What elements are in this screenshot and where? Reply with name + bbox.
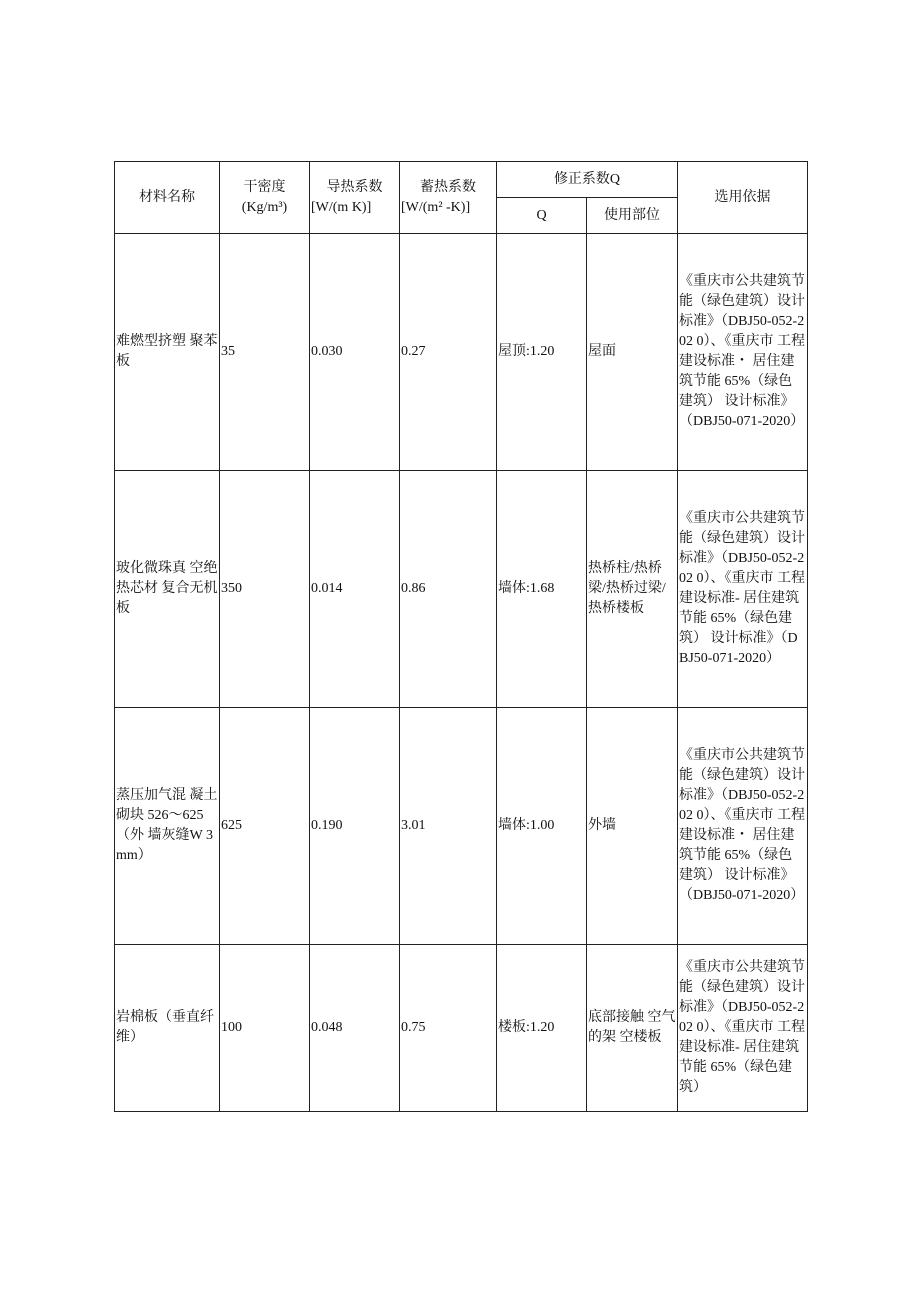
cell-storage: 3.01 — [400, 708, 497, 945]
table-row — [115, 234, 808, 471]
header-storage-unit: [W/(m² -K)] — [401, 199, 471, 215]
table-row — [115, 708, 808, 945]
cell-conductivity: 0.030 — [310, 234, 400, 471]
cell-name: 蒸压加气混 凝土砌块 526～625（外 墙灰缝W 3mm） — [115, 708, 220, 945]
cell-part: 热桥柱/热桥梁/热桥过梁/热桥楼板 — [587, 471, 678, 708]
cell-conductivity: 0.014 — [310, 471, 400, 708]
cell-conductivity: 0.190 — [310, 708, 400, 945]
header-storage — [400, 162, 497, 234]
header-conductivity-unit: [W/(m K)] — [311, 199, 372, 215]
cell-storage: 0.27 — [400, 234, 497, 471]
cell-q: 墙体:1.68 — [497, 471, 587, 708]
cell-name: 玻化微珠真 空绝热芯材 复合无机板 — [115, 471, 220, 708]
cell-part: 外墙 — [587, 708, 678, 945]
header-correction-q: Q — [497, 198, 587, 234]
cell-basis: 《重庆市公共建筑节能（绿色建筑）设计标准》（DBJ50-052-202 0）、《重庆市 工程建设标准- 居住建筑节能 65%（绿色建筑） — [678, 945, 808, 1112]
header-storage-label: 蓄热系数 — [420, 179, 476, 195]
table-row — [115, 471, 808, 708]
table-row — [115, 945, 808, 1112]
header-density — [220, 162, 310, 234]
header-density-label: 干密度 — [243, 179, 286, 195]
cell-conductivity: 0.048 — [310, 945, 400, 1112]
cell-q: 墙体:1.00 — [497, 708, 587, 945]
cell-storage: 0.86 — [400, 471, 497, 708]
cell-part: 屋面 — [587, 234, 678, 471]
cell-density: 100 — [220, 945, 310, 1112]
cell-storage: 0.75 — [400, 945, 497, 1112]
materials-table — [114, 161, 808, 1112]
cell-part: 底部接触 空气的架 空楼板 — [587, 945, 678, 1112]
cell-density: 350 — [220, 471, 310, 708]
header-basis: 选用依据 — [678, 162, 808, 234]
cell-basis: 《重庆市公共建筑节能（绿色建筑）设计标准》（DBJ50-052-202 0）、《重庆市 工程建设标准・ 居住建筑节能 65%（绿色建筑） 设计标准》（DBJ50-071-2020） — [678, 708, 808, 945]
cell-name: 岩棉板（垂直纤维） — [115, 945, 220, 1112]
header-density-unit: (Kg/m³) — [241, 199, 288, 215]
cell-q: 楼板:1.20 — [497, 945, 587, 1112]
header-conductivity — [310, 162, 400, 234]
cell-basis: 《重庆市公共建筑节能（绿色建筑）设计标准》（DBJ50-052-202 0）、《重庆市 工程建设标准・ 居住建筑节能 65%（绿色建筑） 设计标准》（DBJ50-071-2020） — [678, 234, 808, 471]
cell-density: 35 — [220, 234, 310, 471]
cell-name: 难燃型挤塑 聚苯板 — [115, 234, 220, 471]
header-conductivity-label: 导热系数 — [326, 179, 383, 195]
cell-basis: 《重庆市公共建筑节能（绿色建筑）设计标准》（DBJ50-052-202 0）、《重庆市 工程建设标准- 居住建筑节能 65%（绿色建筑） 设计标准》（DBJ50-071-2020） — [678, 471, 808, 708]
cell-q: 屋顶:1.20 — [497, 234, 587, 471]
header-row — [115, 162, 808, 198]
header-correction: 修正系数Q — [497, 162, 678, 198]
cell-density: 625 — [220, 708, 310, 945]
header-correction-part: 使用部位 — [587, 198, 678, 234]
header-name: 材料名称 — [115, 162, 220, 234]
